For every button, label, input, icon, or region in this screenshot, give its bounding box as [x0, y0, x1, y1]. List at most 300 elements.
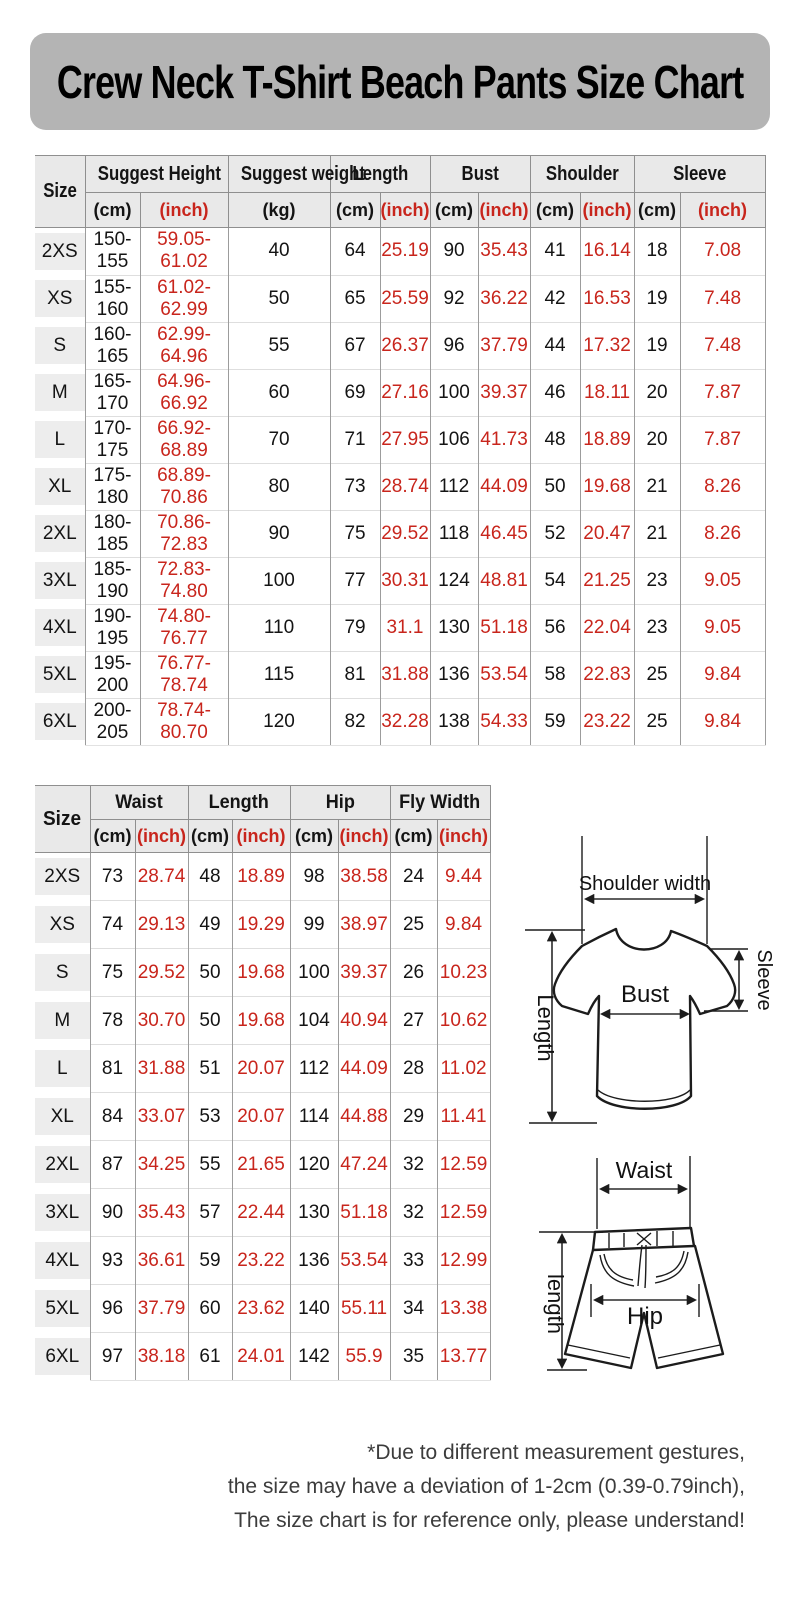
value-cell: 20.07 — [232, 1045, 290, 1093]
value-cell: 54 — [530, 557, 580, 604]
unit-header: (inch) — [478, 193, 530, 228]
value-cell: 170-175 — [85, 416, 140, 463]
column-group-header — [90, 786, 188, 820]
header-unit-row — [35, 193, 765, 228]
table-row — [35, 901, 490, 949]
value-cell: 66.92-68.89 — [140, 416, 228, 463]
value-cell: 9.84 — [680, 698, 765, 745]
value-cell: 19.29 — [232, 901, 290, 949]
value-cell: 25 — [634, 698, 680, 745]
value-cell: 21.25 — [580, 557, 634, 604]
value-cell: 112 — [430, 463, 478, 510]
value-cell: 25 — [390, 901, 437, 949]
value-cell: 34.25 — [135, 1141, 188, 1189]
value-cell: 22.44 — [232, 1189, 290, 1237]
column-group-header — [430, 156, 530, 193]
value-cell: 106 — [430, 416, 478, 463]
value-cell: 25 — [634, 651, 680, 698]
value-cell: 20 — [634, 416, 680, 463]
value-cell: 7.48 — [680, 322, 765, 369]
value-cell: 59 — [530, 698, 580, 745]
value-cell: 48.81 — [478, 557, 530, 604]
value-cell: 11.41 — [437, 1093, 490, 1141]
value-cell: 19.68 — [232, 997, 290, 1045]
value-cell: 78 — [90, 997, 135, 1045]
table-row — [35, 1141, 490, 1189]
size-label: M — [35, 374, 85, 411]
column-group-header — [85, 156, 228, 193]
column-group-label: Waist — [115, 791, 163, 813]
unit-header: (inch) — [140, 193, 228, 228]
size-cell — [35, 698, 85, 745]
table-row — [35, 1093, 490, 1141]
value-cell: 29 — [390, 1093, 437, 1141]
value-cell: 74.80-76.77 — [140, 604, 228, 651]
size-cell — [35, 369, 85, 416]
value-cell: 136 — [430, 651, 478, 698]
value-cell: 53 — [188, 1093, 232, 1141]
size-label: M — [35, 1002, 90, 1039]
size-column-header-label: Size — [42, 180, 77, 202]
size-cell — [35, 228, 85, 276]
value-cell: 64 — [330, 228, 380, 276]
column-group-label: Hip — [325, 791, 355, 813]
sleeve-label: Sleeve — [753, 949, 775, 1011]
value-cell: 78.74-80.70 — [140, 698, 228, 745]
value-cell: 50 — [228, 275, 330, 322]
title-banner — [30, 33, 770, 130]
value-cell: 51.18 — [338, 1189, 390, 1237]
value-cell: 52 — [530, 510, 580, 557]
size-cell — [35, 901, 90, 949]
size-label: 3XL — [35, 562, 85, 599]
table-row — [35, 1285, 490, 1333]
column-group-header — [188, 786, 290, 820]
value-cell: 57 — [188, 1189, 232, 1237]
value-cell: 155-160 — [85, 275, 140, 322]
value-cell: 23.22 — [580, 698, 634, 745]
size-cell — [35, 604, 85, 651]
size-cell — [35, 1045, 90, 1093]
value-cell: 36.22 — [478, 275, 530, 322]
size-cell — [35, 997, 90, 1045]
shoulder-width-label: Shoulder width — [578, 873, 712, 895]
value-cell: 120 — [228, 698, 330, 745]
value-cell: 76.77-78.74 — [140, 651, 228, 698]
size-label: 4XL — [35, 1242, 90, 1279]
unit-header: (cm) — [290, 820, 338, 853]
value-cell: 20.07 — [232, 1093, 290, 1141]
value-cell: 130 — [430, 604, 478, 651]
value-cell: 23 — [634, 557, 680, 604]
footnote — [228, 1436, 745, 1538]
value-cell: 70.86-72.83 — [140, 510, 228, 557]
size-label: L — [35, 1050, 90, 1087]
size-column-header — [35, 156, 85, 228]
value-cell: 64.96-66.92 — [140, 369, 228, 416]
column-group-label: Fly Width — [399, 791, 481, 813]
value-cell: 21.65 — [232, 1141, 290, 1189]
value-cell: 160-165 — [85, 322, 140, 369]
value-cell: 38.58 — [338, 853, 390, 901]
size-label: S — [35, 954, 90, 991]
value-cell: 9.44 — [437, 853, 490, 901]
value-cell: 56 — [530, 604, 580, 651]
value-cell: 7.08 — [680, 228, 765, 276]
value-cell: 38.18 — [135, 1333, 188, 1381]
value-cell: 60 — [228, 369, 330, 416]
value-cell: 120 — [290, 1141, 338, 1189]
value-cell: 62.99-64.96 — [140, 322, 228, 369]
value-cell: 41.73 — [478, 416, 530, 463]
table-row — [35, 369, 765, 416]
value-cell: 23.62 — [232, 1285, 290, 1333]
value-cell: 8.26 — [680, 463, 765, 510]
value-cell: 99 — [290, 901, 338, 949]
size-cell — [35, 463, 85, 510]
value-cell: 70 — [228, 416, 330, 463]
value-cell: 31.88 — [380, 651, 430, 698]
value-cell: 104 — [290, 997, 338, 1045]
value-cell: 84 — [90, 1093, 135, 1141]
value-cell: 9.05 — [680, 604, 765, 651]
value-cell: 90 — [228, 510, 330, 557]
unit-header: (cm) — [188, 820, 232, 853]
value-cell: 44.09 — [478, 463, 530, 510]
table-row — [35, 416, 765, 463]
size-cell — [35, 557, 85, 604]
column-group-label: Sleeve — [672, 162, 727, 185]
size-label: XL — [35, 1098, 90, 1135]
value-cell: 17.32 — [580, 322, 634, 369]
value-cell: 19 — [634, 275, 680, 322]
value-cell: 13.77 — [437, 1333, 490, 1381]
value-cell: 12.59 — [437, 1141, 490, 1189]
size-label: 6XL — [35, 703, 85, 740]
size-cell — [35, 416, 85, 463]
size-cell — [35, 510, 85, 557]
unit-header: (inch) — [580, 193, 634, 228]
header-group-row — [35, 156, 765, 193]
unit-header: (inch) — [380, 193, 430, 228]
value-cell: 28.74 — [380, 463, 430, 510]
value-cell: 92 — [430, 275, 478, 322]
size-cell — [35, 1189, 90, 1237]
value-cell: 31.88 — [135, 1045, 188, 1093]
table-row — [35, 997, 490, 1045]
value-cell: 185-190 — [85, 557, 140, 604]
value-cell: 18 — [634, 228, 680, 276]
unit-header: (inch) — [338, 820, 390, 853]
value-cell: 9.84 — [437, 901, 490, 949]
table-row — [35, 322, 765, 369]
value-cell: 36.61 — [135, 1237, 188, 1285]
value-cell: 55.9 — [338, 1333, 390, 1381]
value-cell: 48 — [530, 416, 580, 463]
value-cell: 180-185 — [85, 510, 140, 557]
column-group-header — [530, 156, 634, 193]
unit-header: (cm) — [390, 820, 437, 853]
value-cell: 81 — [90, 1045, 135, 1093]
size-cell — [35, 651, 85, 698]
value-cell: 23.22 — [232, 1237, 290, 1285]
shorts-measurement-diagram — [505, 1128, 795, 1376]
value-cell: 16.53 — [580, 275, 634, 322]
value-cell: 32.28 — [380, 698, 430, 745]
value-cell: 21 — [634, 463, 680, 510]
table-row — [35, 949, 490, 997]
value-cell: 13.38 — [437, 1285, 490, 1333]
value-cell: 87 — [90, 1141, 135, 1189]
value-cell: 40 — [228, 228, 330, 276]
column-group-header — [290, 786, 390, 820]
value-cell: 59.05-61.02 — [140, 228, 228, 276]
size-cell — [35, 1141, 90, 1189]
value-cell: 28 — [390, 1045, 437, 1093]
value-cell: 25.59 — [380, 275, 430, 322]
value-cell: 25.19 — [380, 228, 430, 276]
value-cell: 46 — [530, 369, 580, 416]
value-cell: 7.87 — [680, 416, 765, 463]
table-row — [35, 1189, 490, 1237]
size-label: XS — [35, 280, 85, 317]
value-cell: 73 — [330, 463, 380, 510]
value-cell: 7.87 — [680, 369, 765, 416]
size-column-header-label: Size — [43, 807, 82, 830]
value-cell: 136 — [290, 1237, 338, 1285]
size-cell — [35, 853, 90, 901]
unit-header: (cm) — [634, 193, 680, 228]
shorts-length-label: length — [543, 1274, 568, 1334]
unit-header: (cm) — [330, 193, 380, 228]
value-cell: 28.74 — [135, 853, 188, 901]
unit-header: (cm) — [85, 193, 140, 228]
value-cell: 195-200 — [85, 651, 140, 698]
value-cell: 12.99 — [437, 1237, 490, 1285]
value-cell: 71 — [330, 416, 380, 463]
value-cell: 150-155 — [85, 228, 140, 276]
value-cell: 8.26 — [680, 510, 765, 557]
unit-header: (inch) — [680, 193, 765, 228]
value-cell: 138 — [430, 698, 478, 745]
pants-size-table — [35, 785, 491, 1381]
value-cell: 32 — [390, 1141, 437, 1189]
size-label: 3XL — [35, 1194, 90, 1231]
unit-header: (cm) — [430, 193, 478, 228]
value-cell: 26.37 — [380, 322, 430, 369]
value-cell: 33.07 — [135, 1093, 188, 1141]
value-cell: 75 — [330, 510, 380, 557]
value-cell: 61.02-62.99 — [140, 275, 228, 322]
value-cell: 51 — [188, 1045, 232, 1093]
value-cell: 12.59 — [437, 1189, 490, 1237]
value-cell: 22.83 — [580, 651, 634, 698]
value-cell: 79 — [330, 604, 380, 651]
value-cell: 61 — [188, 1333, 232, 1381]
table-row — [35, 510, 765, 557]
value-cell: 68.89-70.86 — [140, 463, 228, 510]
value-cell: 20 — [634, 369, 680, 416]
size-label: 4XL — [35, 609, 85, 646]
value-cell: 165-170 — [85, 369, 140, 416]
size-label: 6XL — [35, 1338, 90, 1375]
value-cell: 67 — [330, 322, 380, 369]
value-cell: 115 — [228, 651, 330, 698]
value-cell: 32 — [390, 1189, 437, 1237]
value-cell: 47.24 — [338, 1141, 390, 1189]
value-cell: 49 — [188, 901, 232, 949]
size-label: 2XL — [35, 1146, 90, 1183]
value-cell: 44.09 — [338, 1045, 390, 1093]
size-label: XS — [35, 906, 90, 943]
value-cell: 51.18 — [478, 604, 530, 651]
column-group-label: Suggest Height — [97, 162, 221, 185]
column-group-label: Shoulder — [545, 162, 619, 185]
value-cell: 55 — [188, 1141, 232, 1189]
value-cell: 39.37 — [338, 949, 390, 997]
value-cell: 100 — [430, 369, 478, 416]
value-cell: 48 — [188, 853, 232, 901]
value-cell: 11.02 — [437, 1045, 490, 1093]
value-cell: 77 — [330, 557, 380, 604]
value-cell: 59 — [188, 1237, 232, 1285]
value-cell: 19.68 — [232, 949, 290, 997]
value-cell: 29.13 — [135, 901, 188, 949]
size-label: S — [35, 327, 85, 364]
value-cell: 35.43 — [135, 1189, 188, 1237]
value-cell: 50 — [188, 997, 232, 1045]
unit-header: (inch) — [437, 820, 490, 853]
table-row — [35, 228, 765, 276]
table-row — [35, 698, 765, 745]
size-cell — [35, 322, 85, 369]
footnote-line-1: *Due to different measurement gestures, — [367, 1441, 745, 1464]
value-cell: 19.68 — [580, 463, 634, 510]
table-row — [35, 1045, 490, 1093]
unit-header: (cm) — [90, 820, 135, 853]
value-cell: 69 — [330, 369, 380, 416]
value-cell: 10.62 — [437, 997, 490, 1045]
value-cell: 93 — [90, 1237, 135, 1285]
value-cell: 30.31 — [380, 557, 430, 604]
page-title: Crew Neck T-Shirt Beach Pants Size Chart — [56, 55, 744, 108]
unit-header: (inch) — [232, 820, 290, 853]
value-cell: 98 — [290, 853, 338, 901]
unit-header: (cm) — [530, 193, 580, 228]
value-cell: 29.52 — [135, 949, 188, 997]
size-column-header — [35, 786, 90, 853]
size-label: 5XL — [35, 656, 85, 693]
value-cell: 97 — [90, 1333, 135, 1381]
value-cell: 38.97 — [338, 901, 390, 949]
size-label: 2XS — [35, 858, 90, 895]
value-cell: 54.33 — [478, 698, 530, 745]
value-cell: 24 — [390, 853, 437, 901]
value-cell: 100 — [228, 557, 330, 604]
value-cell: 27 — [390, 997, 437, 1045]
value-cell: 42 — [530, 275, 580, 322]
value-cell: 16.14 — [580, 228, 634, 276]
tshirt-size-table — [35, 155, 766, 746]
value-cell: 96 — [430, 322, 478, 369]
value-cell: 72.83-74.80 — [140, 557, 228, 604]
value-cell: 112 — [290, 1045, 338, 1093]
tshirt-measurement-diagram — [505, 828, 795, 1128]
table-row — [35, 604, 765, 651]
value-cell: 90 — [90, 1189, 135, 1237]
waist-label: Waist — [615, 1157, 673, 1183]
value-cell: 74 — [90, 901, 135, 949]
value-cell: 75 — [90, 949, 135, 997]
value-cell: 24.01 — [232, 1333, 290, 1381]
size-cell — [35, 949, 90, 997]
value-cell: 22.04 — [580, 604, 634, 651]
value-cell: 35.43 — [478, 228, 530, 276]
value-cell: 53.54 — [338, 1237, 390, 1285]
column-group-label: Length — [352, 162, 409, 185]
value-cell: 110 — [228, 604, 330, 651]
value-cell: 82 — [330, 698, 380, 745]
value-cell: 40.94 — [338, 997, 390, 1045]
size-cell — [35, 1237, 90, 1285]
value-cell: 46.45 — [478, 510, 530, 557]
value-cell: 90 — [430, 228, 478, 276]
value-cell: 20.47 — [580, 510, 634, 557]
value-cell: 80 — [228, 463, 330, 510]
value-cell: 124 — [430, 557, 478, 604]
column-group-label: Bust — [461, 162, 499, 185]
header-unit-row — [35, 820, 490, 853]
value-cell: 44 — [530, 322, 580, 369]
size-cell — [35, 1093, 90, 1141]
size-label: XL — [35, 468, 85, 505]
column-group-label: Length — [208, 791, 270, 813]
value-cell: 18.89 — [232, 853, 290, 901]
value-cell: 39.37 — [478, 369, 530, 416]
value-cell: 60 — [188, 1285, 232, 1333]
value-cell: 19 — [634, 322, 680, 369]
value-cell: 34 — [390, 1285, 437, 1333]
value-cell: 37.79 — [135, 1285, 188, 1333]
value-cell: 33 — [390, 1237, 437, 1285]
value-cell: 130 — [290, 1189, 338, 1237]
value-cell: 55 — [228, 322, 330, 369]
value-cell: 27.16 — [380, 369, 430, 416]
column-group-header — [390, 786, 490, 820]
length-label: Length — [533, 994, 558, 1062]
size-label: 5XL — [35, 1290, 90, 1327]
column-group-header — [228, 156, 365, 193]
hip-label: Hip — [626, 1303, 664, 1330]
footnote-line-3: The size chart is for reference only, please understand! — [234, 1509, 745, 1532]
value-cell: 190-195 — [85, 604, 140, 651]
size-cell — [35, 1333, 90, 1381]
value-cell: 96 — [90, 1285, 135, 1333]
value-cell: 18.89 — [580, 416, 634, 463]
value-cell: 175-180 — [85, 463, 140, 510]
table-row — [35, 463, 765, 510]
value-cell: 23 — [634, 604, 680, 651]
value-cell: 26 — [390, 949, 437, 997]
value-cell: 65 — [330, 275, 380, 322]
value-cell: 50 — [188, 949, 232, 997]
size-label: L — [35, 421, 85, 458]
value-cell: 18.11 — [580, 369, 634, 416]
value-cell: 50 — [530, 463, 580, 510]
column-group-label: Suggest weight — [240, 162, 365, 185]
value-cell: 140 — [290, 1285, 338, 1333]
value-cell: 44.88 — [338, 1093, 390, 1141]
